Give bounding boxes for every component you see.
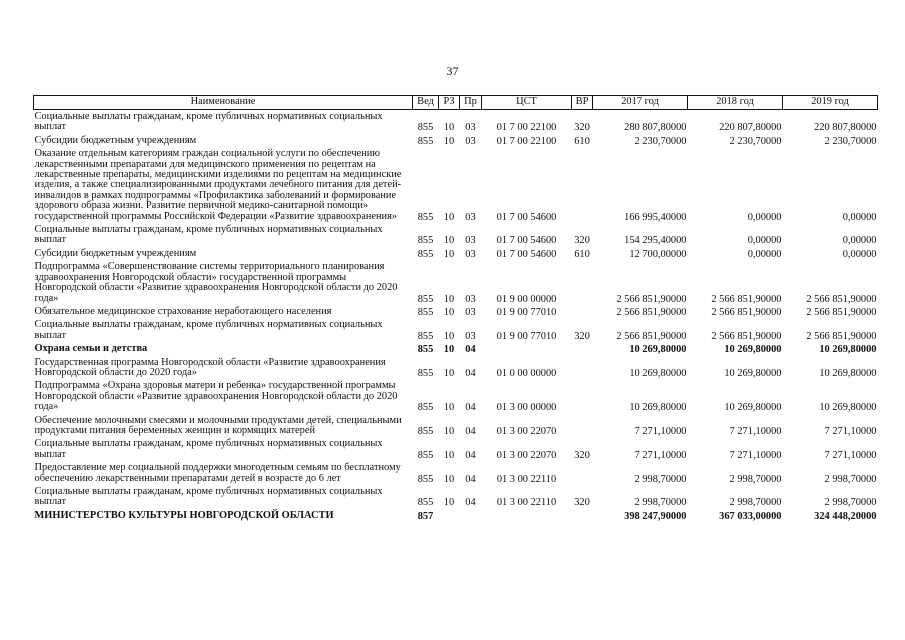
cell-cst: 01 9 00 77010 bbox=[496, 330, 557, 342]
cell-2018: 367 033,00000 bbox=[719, 510, 782, 522]
table-row bbox=[34, 437, 878, 461]
cell-rz: 10 bbox=[443, 344, 455, 356]
cell-name: Субсидии бюджетным учреждениям bbox=[34, 134, 197, 146]
cell-cst bbox=[482, 342, 572, 355]
cell-name: Обязательное медицинское страхование неработающего населения bbox=[34, 305, 332, 317]
cell-2019: 2 566 851,90000 bbox=[806, 293, 877, 305]
cell-pr: 03 bbox=[465, 248, 476, 260]
cell-name: Предоставление мер социальной поддержки многодетным семьям по бесплатному обеспечению лекарственными препаратами детей в возрасте до 6 лет bbox=[34, 462, 401, 484]
cell-cst: 01 3 00 00000 bbox=[496, 402, 557, 414]
cell-vr: 320 bbox=[574, 330, 590, 342]
cell-2019: 324 448,20000 bbox=[814, 510, 877, 522]
cell-ved: 855 bbox=[417, 306, 434, 318]
header-cst: ЦСТ bbox=[482, 96, 572, 110]
cell-2018: 2 566 851,90000 bbox=[711, 293, 782, 305]
cell-2017: 2 566 851,90000 bbox=[616, 293, 687, 305]
cell-2019: 0,00000 bbox=[842, 211, 877, 223]
cell-cst: 01 9 00 77010 bbox=[496, 306, 557, 318]
cell-ved: 855 bbox=[417, 235, 434, 247]
cell-rz: 10 bbox=[443, 235, 455, 247]
cell-2019: 2 998,70000 bbox=[824, 497, 877, 509]
table-header bbox=[34, 96, 878, 110]
cell-ved: 855 bbox=[417, 293, 434, 305]
cell-2017: 154 295,40000 bbox=[624, 235, 687, 247]
cell-rz: 10 bbox=[443, 293, 455, 305]
table-row bbox=[34, 356, 878, 380]
cell-pr: 03 bbox=[465, 235, 476, 247]
cell-2018: 0,00000 bbox=[747, 235, 782, 247]
cell-vr bbox=[572, 461, 593, 485]
cell-name: Социальные выплаты гражданам, кроме публичных нормативных социальных выплат bbox=[34, 224, 383, 246]
cell-2018: 10 269,80000 bbox=[724, 367, 782, 379]
cell-2018: 0,00000 bbox=[747, 211, 782, 223]
cell-2018: 2 566 851,90000 bbox=[711, 330, 782, 342]
cell-cst: 01 7 00 22100 bbox=[496, 135, 557, 147]
cell-2019: 10 269,80000 bbox=[819, 367, 877, 379]
table-row bbox=[34, 260, 878, 305]
cell-name: Субсидии бюджетным учреждениям bbox=[34, 247, 197, 259]
cell-2019: 2 566 851,90000 bbox=[806, 330, 877, 342]
cell-2019: 7 271,10000 bbox=[824, 425, 877, 437]
cell-vr bbox=[572, 305, 593, 318]
table-row bbox=[34, 110, 878, 134]
table-row bbox=[34, 379, 878, 413]
cell-pr: 04 bbox=[465, 344, 476, 356]
cell-ved: 857 bbox=[417, 510, 434, 522]
cell-2019: 2 998,70000 bbox=[824, 473, 877, 485]
cell-2018: 10 269,80000 bbox=[724, 344, 782, 356]
cell-rz: 10 bbox=[443, 497, 455, 509]
table-row bbox=[34, 485, 878, 509]
cell-2018: 0,00000 bbox=[747, 248, 782, 260]
cell-2018: 2 998,70000 bbox=[729, 473, 782, 485]
cell-2017: 10 269,80000 bbox=[629, 402, 687, 414]
header-2017: 2017 год bbox=[593, 96, 688, 110]
cell-name: Обеспечение молочными смесями и молочными продуктами детей, специальными продуктами питания беременных женщин и кормящих матерей bbox=[34, 414, 402, 436]
cell-pr: 04 bbox=[465, 449, 476, 461]
cell-2019: 10 269,80000 bbox=[819, 402, 877, 414]
cell-2018: 10 269,80000 bbox=[724, 402, 782, 414]
cell-2019: 0,00000 bbox=[842, 248, 877, 260]
table-row bbox=[34, 247, 878, 260]
table-row bbox=[34, 305, 878, 318]
cell-cst: 01 3 00 22110 bbox=[496, 497, 557, 509]
cell-2018: 2 230,70000 bbox=[729, 135, 782, 147]
cell-name: Оказание отдельным категориям граждан социальной услуги по обеспечению лекарственными препаратами для медицинского применения по рецептам на лекарственные препараты, медицинскими изделиями по рецептам на медицинские изделия, а также специализированными продуктами лечебного питания для детей-инвалидов в рамках подпрограммы «Профилактика заболеваний и формирование здорового образа жизни. Развитие первичной медико-санитарной помощи» государственной программы Российской Федерации «Развитие здравоохранения» bbox=[34, 148, 402, 222]
cell-vr: 320 bbox=[574, 497, 590, 509]
cell-2019: 220 807,80000 bbox=[814, 122, 877, 134]
cell-rz: 10 bbox=[443, 248, 455, 260]
header-ved: Вед bbox=[413, 96, 439, 110]
cell-2019: 2 230,70000 bbox=[824, 135, 877, 147]
table-row bbox=[34, 147, 878, 223]
cell-vr: 610 bbox=[574, 135, 590, 147]
cell-name: Социальные выплаты гражданам, кроме публичных нормативных социальных выплат bbox=[34, 438, 383, 460]
cell-vr: 320 bbox=[574, 122, 590, 134]
cell-rz: 10 bbox=[443, 425, 455, 437]
cell-cst: 01 9 00 00000 bbox=[496, 293, 557, 305]
cell-pr: 04 bbox=[465, 402, 476, 414]
table-row bbox=[34, 509, 878, 522]
cell-pr: 03 bbox=[465, 211, 476, 223]
cell-2017: 2 566 851,90000 bbox=[616, 330, 687, 342]
cell-2017: 10 269,80000 bbox=[629, 367, 687, 379]
cell-vr bbox=[572, 260, 593, 305]
cell-cst: 01 3 00 22070 bbox=[496, 425, 557, 437]
header-pr: Пр bbox=[460, 96, 482, 110]
cell-name: Охрана семьи и детства bbox=[34, 343, 148, 355]
cell-cst: 01 7 00 54600 bbox=[496, 235, 557, 247]
cell-ved: 855 bbox=[417, 211, 434, 223]
cell-vr bbox=[572, 342, 593, 355]
cell-2017: 12 700,00000 bbox=[629, 248, 687, 260]
cell-rz: 10 bbox=[443, 330, 455, 342]
cell-ved: 855 bbox=[417, 330, 434, 342]
cell-name: МИНИСТЕРСТВО КУЛЬТУРЫ НОВГОРОДСКОЙ ОБЛАСТИ bbox=[34, 509, 334, 521]
header-rz: РЗ bbox=[439, 96, 460, 110]
cell-pr: 04 bbox=[465, 367, 476, 379]
cell-ved: 855 bbox=[417, 473, 434, 485]
budget-table bbox=[33, 95, 878, 522]
cell-cst: 01 0 00 00000 bbox=[496, 367, 557, 379]
cell-2019: 0,00000 bbox=[842, 235, 877, 247]
table-row bbox=[34, 414, 878, 438]
cell-rz: 10 bbox=[443, 135, 455, 147]
cell-vr: 320 bbox=[574, 449, 590, 461]
cell-pr: 04 bbox=[465, 425, 476, 437]
cell-2017: 7 271,10000 bbox=[634, 449, 687, 461]
cell-rz: 10 bbox=[443, 306, 455, 318]
cell-ved: 855 bbox=[417, 135, 434, 147]
cell-ved: 855 bbox=[417, 497, 434, 509]
cell-pr: 04 bbox=[465, 497, 476, 509]
cell-2018: 7 271,10000 bbox=[729, 449, 782, 461]
cell-vr: 610 bbox=[574, 248, 590, 260]
cell-ved: 855 bbox=[417, 122, 434, 134]
cell-name: Подпрограмма «Охрана здоровья матери и ребенка» государственной программы Новгородской области «Развитие здравоохранения Новгородской области до 2020 года» bbox=[34, 380, 398, 413]
cell-pr: 03 bbox=[465, 306, 476, 318]
cell-2017: 2 566 851,90000 bbox=[616, 306, 687, 318]
cell-2019: 10 269,80000 bbox=[819, 344, 877, 356]
cell-vr bbox=[572, 147, 593, 223]
cell-2019: 7 271,10000 bbox=[824, 449, 877, 461]
cell-2017: 2 998,70000 bbox=[634, 473, 687, 485]
cell-pr bbox=[460, 509, 482, 522]
cell-rz: 10 bbox=[443, 402, 455, 414]
cell-ved: 855 bbox=[417, 344, 434, 356]
cell-name: Государственная программа Новгородской области «Развитие здравоохранения Новгородской области до 2020 года» bbox=[34, 356, 386, 378]
header-2018: 2018 год bbox=[688, 96, 783, 110]
cell-pr: 03 bbox=[465, 330, 476, 342]
cell-2018: 2 566 851,90000 bbox=[711, 306, 782, 318]
cell-pr: 03 bbox=[465, 135, 476, 147]
cell-2017: 10 269,80000 bbox=[629, 344, 687, 356]
cell-rz: 10 bbox=[443, 367, 455, 379]
cell-rz bbox=[439, 509, 460, 522]
cell-vr bbox=[572, 414, 593, 438]
cell-rz: 10 bbox=[443, 449, 455, 461]
cell-vr bbox=[572, 509, 593, 522]
cell-rz: 10 bbox=[443, 211, 455, 223]
cell-cst: 01 7 00 22100 bbox=[496, 122, 557, 134]
cell-name: Подпрограмма «Совершенствование системы территориального планирования здравоохранения Новгородской области» государственной программы Новгородской области «Развитие здравоохранения Новгородской области до 2020 года» bbox=[34, 261, 398, 304]
cell-cst: 01 3 00 22110 bbox=[496, 473, 557, 485]
cell-2017: 398 247,90000 bbox=[624, 510, 687, 522]
cell-2017: 166 995,40000 bbox=[624, 211, 687, 223]
cell-ved: 855 bbox=[417, 449, 434, 461]
cell-ved: 855 bbox=[417, 367, 434, 379]
cell-2017: 2 998,70000 bbox=[634, 497, 687, 509]
cell-pr: 03 bbox=[465, 293, 476, 305]
cell-cst: 01 7 00 54600 bbox=[496, 248, 557, 260]
header-vr: ВР bbox=[572, 96, 593, 110]
cell-pr: 03 bbox=[465, 122, 476, 134]
table-body bbox=[34, 110, 878, 523]
cell-2017: 7 271,10000 bbox=[634, 425, 687, 437]
cell-ved: 855 bbox=[417, 425, 434, 437]
cell-pr: 04 bbox=[465, 473, 476, 485]
cell-2018: 7 271,10000 bbox=[729, 425, 782, 437]
cell-2018: 220 807,80000 bbox=[719, 122, 782, 134]
cell-2019: 2 566 851,90000 bbox=[806, 306, 877, 318]
table-row bbox=[34, 318, 878, 342]
cell-rz: 10 bbox=[443, 473, 455, 485]
cell-vr bbox=[572, 356, 593, 380]
table-row bbox=[34, 342, 878, 355]
cell-2018: 2 998,70000 bbox=[729, 497, 782, 509]
cell-name: Социальные выплаты гражданам, кроме публичных нормативных социальных выплат bbox=[34, 111, 383, 133]
page-number: 37 bbox=[446, 64, 459, 78]
cell-vr bbox=[572, 379, 593, 413]
header-2019: 2019 год bbox=[783, 96, 878, 110]
cell-2017: 280 807,80000 bbox=[624, 122, 687, 134]
cell-rz: 10 bbox=[443, 122, 455, 134]
cell-cst bbox=[482, 509, 572, 522]
cell-2017: 2 230,70000 bbox=[634, 135, 687, 147]
cell-cst: 01 3 00 22070 bbox=[496, 449, 557, 461]
table-row bbox=[34, 223, 878, 247]
table-row bbox=[34, 461, 878, 485]
cell-ved: 855 bbox=[417, 402, 434, 414]
cell-vr: 320 bbox=[574, 235, 590, 247]
header-name: Наименование bbox=[34, 96, 413, 110]
cell-name: Социальные выплаты гражданам, кроме публичных нормативных социальных выплат bbox=[34, 319, 383, 341]
cell-ved: 855 bbox=[417, 248, 434, 260]
cell-name: Социальные выплаты гражданам, кроме публичных нормативных социальных выплат bbox=[34, 486, 383, 508]
cell-cst: 01 7 00 54600 bbox=[496, 211, 557, 223]
table-row bbox=[34, 134, 878, 147]
